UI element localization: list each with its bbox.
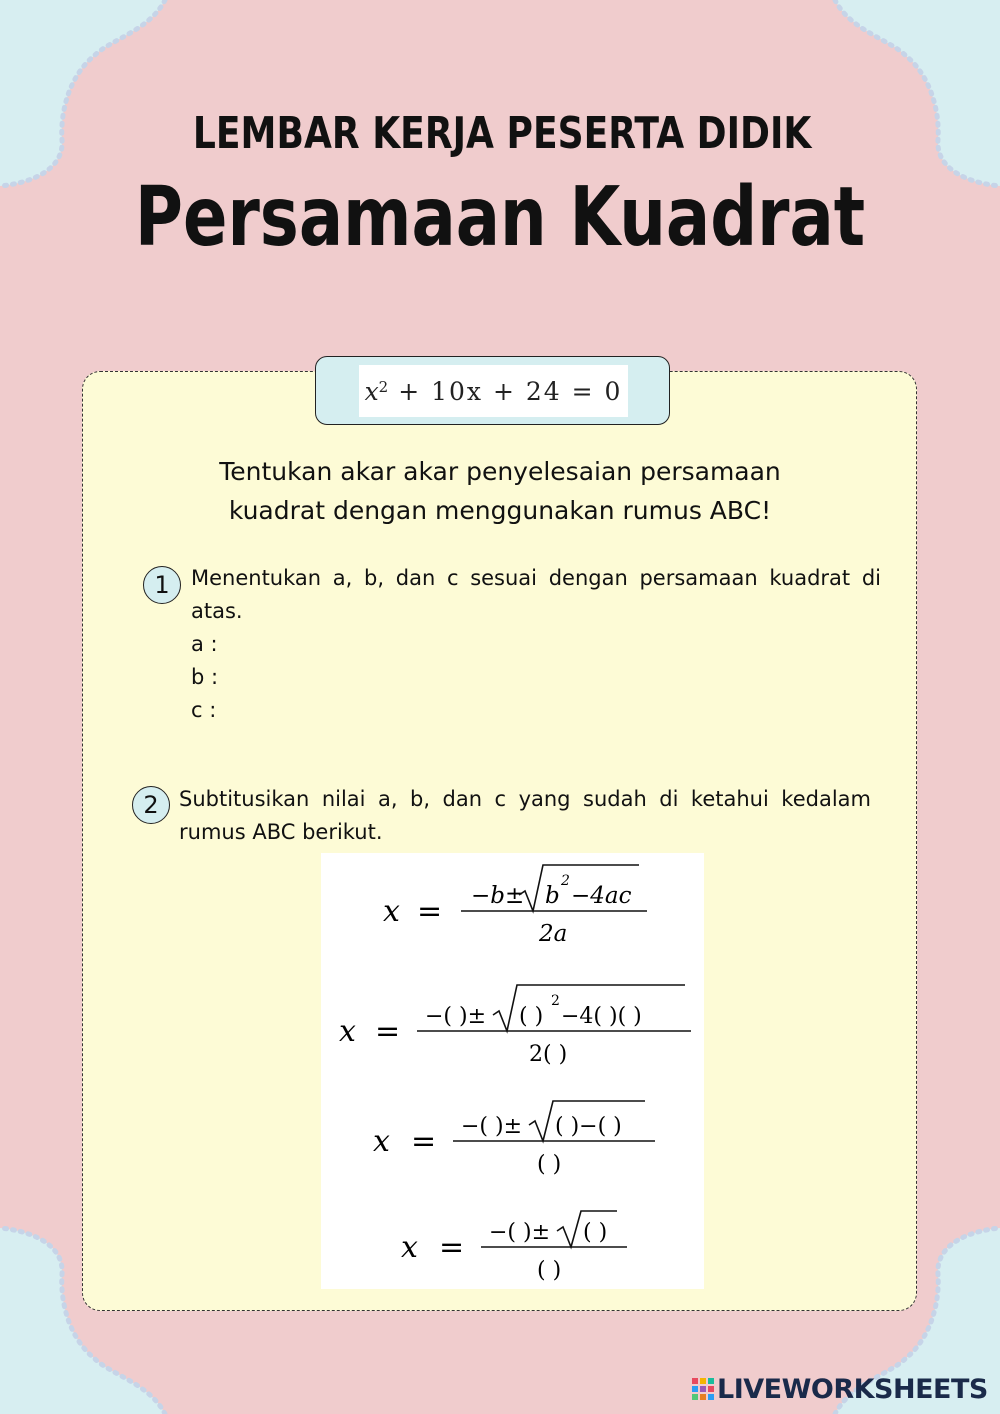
formula-1-num-prefix: −b± <box>471 883 525 909</box>
equation-var: x <box>364 376 379 406</box>
step-number-2: 2 <box>132 786 170 824</box>
formula-2-eq: = <box>375 1014 401 1049</box>
formula-1-var: x <box>383 894 400 929</box>
formula-1-eq: = <box>417 894 443 929</box>
equation-box <box>359 365 628 417</box>
formula-1-rad-exp: 2 <box>561 873 570 889</box>
formula-2-rad-rest: −4( )( ) <box>561 1004 642 1029</box>
formula-3-denominator: ( ) <box>537 1152 562 1177</box>
formula-4-eq: = <box>439 1230 465 1265</box>
formula-1-denominator: 2a <box>539 921 568 947</box>
step-2-text: Subtitusikan nilai a, b, dan c yang sudah di ketahui kedalam rumus ABC berikut. <box>179 787 871 844</box>
formula-box <box>321 853 704 1289</box>
formula-substituted-2 <box>373 1101 655 1177</box>
field-c-label: c : <box>191 698 217 722</box>
formula-3-num-prefix: −( )± <box>461 1114 523 1139</box>
formula-2-rad-exp: 2 <box>551 993 560 1009</box>
formula-3-var: x <box>373 1124 390 1159</box>
field-b-label: b : <box>191 665 219 689</box>
formula-1-rad-rest: −4ac <box>571 883 632 909</box>
formula-2-denominator: 2( ) <box>529 1042 568 1067</box>
formula-2-rad-base: ( ) <box>519 1004 544 1029</box>
formula-4-var: x <box>401 1230 418 1265</box>
formula-svg <box>321 853 704 1289</box>
formula-3-rad-content: ( )−( ) <box>555 1114 622 1139</box>
formula-abc <box>383 865 647 947</box>
field-a-label: a : <box>191 632 218 656</box>
liveworksheets-logo-text: LIVEWORKSHEETS <box>717 1373 988 1405</box>
formula-2-var: x <box>339 1014 356 1049</box>
step-1-text: Menentukan a, b, dan c sesuai dengan persamaan kuadrat di atas. <box>191 566 881 623</box>
formula-1-rad-base: b <box>545 883 560 909</box>
formula-substituted-1 <box>339 985 691 1067</box>
formula-4-num-prefix: −( )± <box>489 1220 551 1245</box>
formula-3-eq: = <box>411 1124 437 1159</box>
instruction-line-2: kuadrat dengan menggunakan rumus ABC! <box>228 496 772 525</box>
formula-4-rad-content: ( ) <box>583 1220 608 1245</box>
step-number-1: 1 <box>143 566 181 604</box>
worksheet-subtitle: LEMBAR KERJA PESERTA DIDIK <box>192 108 812 159</box>
equation-rest: + 10x + 24 = 0 <box>398 376 623 406</box>
equation-exponent: 2 <box>378 378 389 396</box>
liveworksheets-logo-icon <box>692 1378 714 1400</box>
instruction-text <box>150 452 850 530</box>
formula-4-denominator: ( ) <box>537 1258 562 1283</box>
instruction-line-1: Tentukan akar akar penyelesaian persamaan <box>219 457 781 486</box>
formula-substituted-3 <box>401 1211 627 1283</box>
liveworksheets-logo[interactable] <box>692 1374 988 1404</box>
formula-2-num-prefix: −( )± <box>425 1004 487 1029</box>
worksheet-title: Persamaan Kuadrat <box>134 170 866 265</box>
